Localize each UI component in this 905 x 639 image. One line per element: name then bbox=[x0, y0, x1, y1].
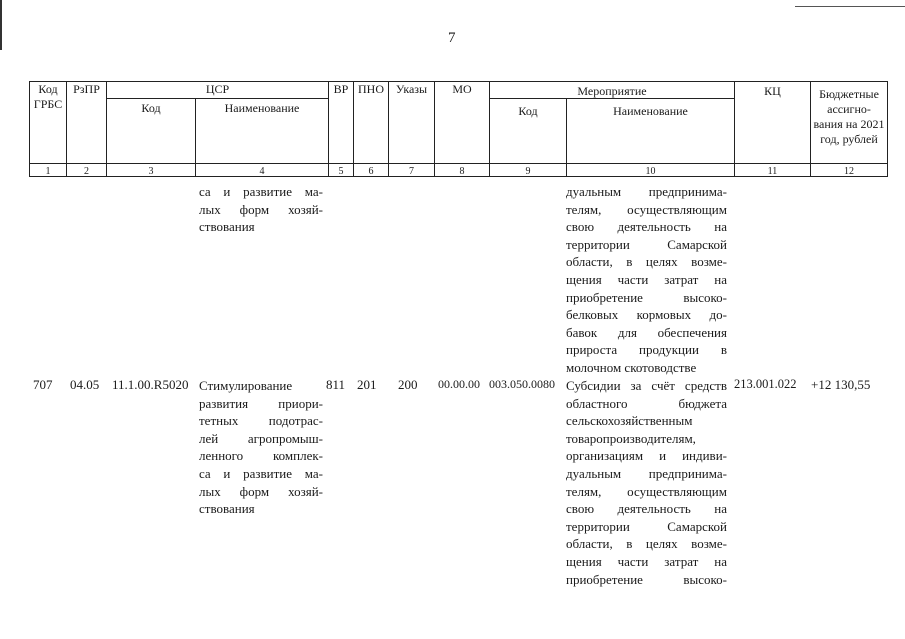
scan-edge-line bbox=[795, 6, 905, 7]
header-kod-grbs: Код ГРБС bbox=[33, 82, 63, 111]
cell-ukazy: 200 bbox=[398, 377, 418, 392]
col-number-11: 11 bbox=[767, 166, 778, 177]
col-number-9: 9 bbox=[525, 166, 531, 177]
cell-mer-code: 003.050.0080 bbox=[489, 377, 555, 391]
table-header bbox=[29, 81, 888, 177]
text-line: дуальным предпринима- bbox=[566, 184, 727, 199]
text-line: Субсидии за счёт средств bbox=[566, 378, 727, 393]
text-line: белковых кормовых до- bbox=[566, 307, 727, 323]
page-number: 7 bbox=[448, 30, 456, 46]
text-line: лых форм хозяй- bbox=[199, 201, 323, 217]
header-mer-name: Наименование bbox=[613, 104, 688, 118]
col-number-4: 4 bbox=[259, 166, 265, 177]
header-csr-code: Код bbox=[141, 101, 161, 115]
cell-pno: 201 bbox=[357, 377, 377, 392]
header-ukazy: Указы bbox=[395, 82, 428, 96]
text-line: товаропроизводителям, bbox=[566, 430, 696, 446]
text-line: са и развитие ма- bbox=[199, 184, 323, 199]
col-number-8: 8 bbox=[459, 166, 465, 177]
cell-csr-code: 11.1.00.R5020 bbox=[112, 377, 189, 392]
continuation-csr-name bbox=[199, 183, 323, 236]
cell-kc: 213.001.022 bbox=[734, 377, 797, 391]
text-line: организациям и индиви- bbox=[566, 448, 727, 464]
header-kc: КЦ bbox=[764, 84, 781, 98]
text-line: ствования bbox=[199, 219, 255, 235]
cell-amount: +12 130,55 bbox=[811, 377, 871, 392]
text-line: тетных подотрас- bbox=[199, 413, 323, 429]
col-number-2: 2 bbox=[84, 166, 89, 177]
header-mer-code: Код bbox=[518, 104, 538, 118]
continuation-mer-name bbox=[566, 183, 727, 377]
text-line: лей агропромыш- bbox=[199, 430, 323, 446]
cell-rzpr: 04.05 bbox=[70, 377, 100, 392]
text-line: территории Самарской bbox=[566, 518, 727, 534]
text-line: ствования bbox=[199, 501, 255, 517]
text-line: лых форм хозяй- bbox=[199, 483, 323, 499]
header-pno: ПНО bbox=[358, 82, 384, 96]
text-line: сельскохозяйственным bbox=[566, 413, 693, 429]
text-line: ленного комплек- bbox=[199, 448, 323, 464]
col-number-6: 6 bbox=[368, 166, 374, 177]
scan-edge-line-left bbox=[0, 0, 2, 50]
text-line: телям, осуществляющим bbox=[566, 201, 727, 217]
text-line: областного бюджета bbox=[566, 395, 727, 411]
text-line: дуальным предпринима- bbox=[566, 465, 727, 481]
header-budget: Бюджетные ассигно- вания на 2021 год, рублей bbox=[813, 87, 885, 146]
col-number-12: 12 bbox=[844, 166, 854, 177]
text-line: телям, осуществляющим bbox=[566, 483, 727, 499]
text-line: бавок для обеспечения bbox=[566, 324, 727, 340]
col-number-3: 3 bbox=[148, 166, 154, 177]
text-line: свою деятельность на bbox=[566, 501, 727, 517]
text-line: приобретение высоко- bbox=[566, 571, 727, 587]
text-line: щения части затрат на bbox=[566, 553, 727, 569]
text-line: развития приори- bbox=[199, 395, 323, 411]
col-number-5: 5 bbox=[338, 166, 344, 177]
header-vr: ВР bbox=[333, 82, 349, 96]
col-number-1: 1 bbox=[45, 166, 51, 177]
cell-mer-name bbox=[566, 377, 727, 588]
header-mo: МО bbox=[452, 82, 472, 96]
text-line: прироста продукции в bbox=[566, 342, 727, 358]
cell-mo: 00.00.00 bbox=[438, 377, 480, 391]
cell-vr: 811 bbox=[326, 377, 346, 392]
header-meropriyatie: Мероприятие bbox=[577, 84, 647, 98]
header-csr-name: Наименование bbox=[224, 101, 300, 115]
text-line: щения части затрат на bbox=[566, 271, 727, 287]
cell-csr-name bbox=[199, 377, 323, 518]
header-rzpr: РзПР bbox=[73, 82, 100, 96]
text-line: приобретение высоко- bbox=[566, 289, 727, 305]
col-number-7: 7 bbox=[409, 166, 414, 177]
text-line: свою деятельность на bbox=[566, 219, 727, 235]
text-line: области, в целях возме- bbox=[566, 536, 727, 552]
text-line: Стимулирование bbox=[199, 378, 293, 393]
text-line: территории Самарской bbox=[566, 236, 727, 252]
text-line: области, в целях возме- bbox=[566, 254, 727, 270]
text-line: са и развитие ма- bbox=[199, 465, 323, 481]
header-csr: ЦСР bbox=[205, 82, 230, 96]
text-line: молочном скотоводстве bbox=[566, 359, 697, 375]
cell-kod-grbs: 707 bbox=[33, 377, 53, 392]
col-number-10: 10 bbox=[645, 166, 656, 177]
